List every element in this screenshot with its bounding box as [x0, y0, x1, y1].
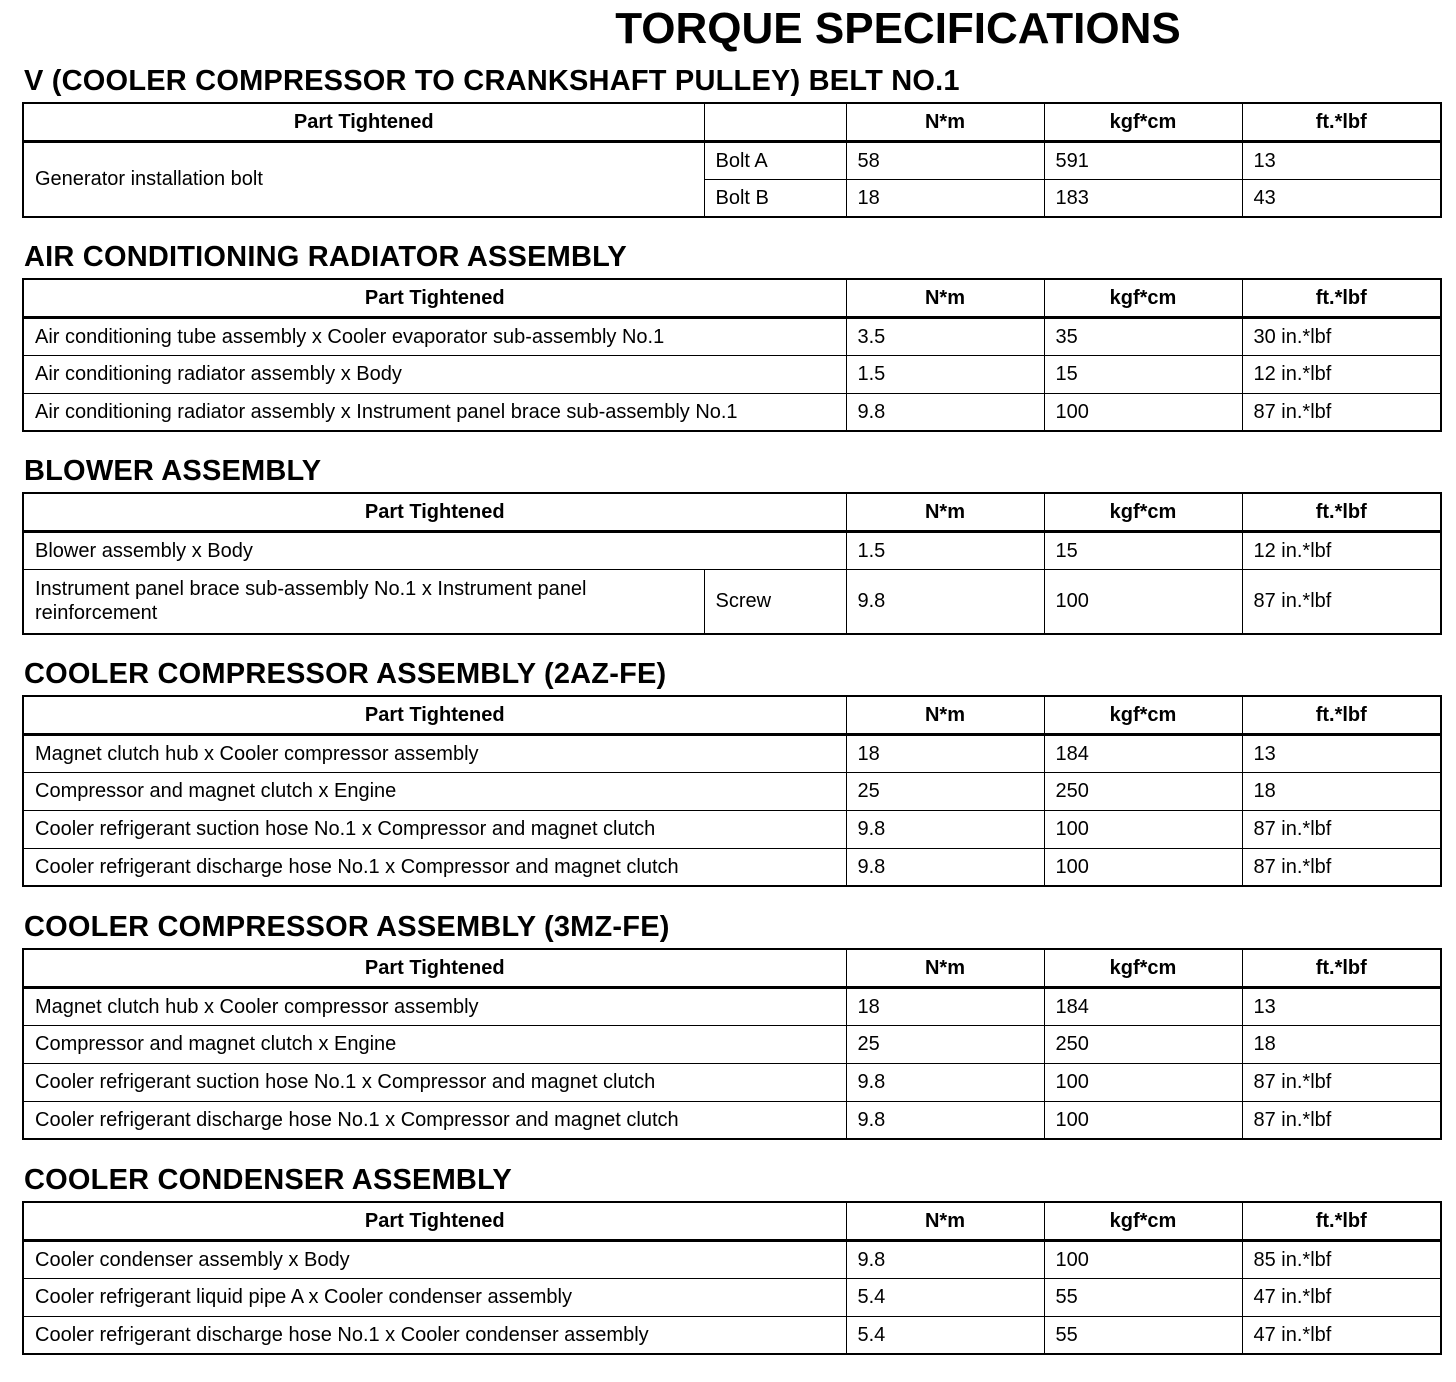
cell-part: Cooler refrigerant suction hose No.1 x Compressor and magnet clutch — [23, 810, 846, 848]
cell-nm: 9.8 — [846, 393, 1044, 431]
cell-kgf: 100 — [1044, 1063, 1242, 1101]
table-row — [23, 1063, 1441, 1101]
table-row — [23, 569, 1441, 634]
cell-ft: 87 in.*lbf — [1242, 810, 1441, 848]
cell-nm: 58 — [846, 141, 1044, 179]
table-row — [23, 355, 1441, 393]
cell-nm: 25 — [846, 1025, 1044, 1063]
header-part: Part Tightened — [23, 493, 846, 531]
cell-kgf: 184 — [1044, 734, 1242, 772]
cell-part: Air conditioning radiator assembly x Body — [23, 355, 846, 393]
table-header-row — [23, 696, 1441, 734]
header-kgf: kgf*cm — [1044, 103, 1242, 141]
cell-ft: 18 — [1242, 1025, 1441, 1063]
header-blank — [704, 103, 846, 141]
table-row — [23, 810, 1441, 848]
cell-part: Cooler refrigerant discharge hose No.1 x Cooler condenser assembly — [23, 1316, 846, 1354]
cell-ft: 12 in.*lbf — [1242, 531, 1441, 569]
table-header-row — [23, 103, 1441, 141]
header-nm: N*m — [846, 696, 1044, 734]
table-row — [23, 141, 1441, 179]
section-title: AIR CONDITIONING RADIATOR ASSEMBLY — [24, 241, 627, 273]
cell-part: Cooler refrigerant discharge hose No.1 x Compressor and magnet clutch — [23, 1101, 846, 1139]
cell-kgf: 591 — [1044, 141, 1242, 179]
cell-ft: 13 — [1242, 734, 1441, 772]
table-row — [23, 1101, 1441, 1139]
cell-kgf: 100 — [1044, 848, 1242, 886]
cell-nm: 9.8 — [846, 810, 1044, 848]
cell-nm: 9.8 — [846, 1063, 1044, 1101]
cell-sub: Bolt B — [704, 179, 846, 217]
section-title: COOLER COMPRESSOR ASSEMBLY (3MZ-FE) — [24, 911, 670, 943]
table-header-row — [23, 1202, 1441, 1240]
table-row — [23, 393, 1441, 431]
cell-part: Instrument panel brace sub-assembly No.1 x Instrument panel reinforcement — [23, 569, 704, 634]
header-part: Part Tightened — [23, 103, 704, 141]
cell-nm: 3.5 — [846, 317, 1044, 355]
header-kgf: kgf*cm — [1044, 493, 1242, 531]
header-nm: N*m — [846, 949, 1044, 987]
cell-part: Generator installation bolt — [23, 141, 704, 217]
cell-part: Cooler refrigerant discharge hose No.1 x Compressor and magnet clutch — [23, 848, 846, 886]
cell-nm: 1.5 — [846, 355, 1044, 393]
table-row — [23, 1025, 1441, 1063]
cell-ft: 47 in.*lbf — [1242, 1278, 1441, 1316]
torque-table — [22, 1201, 1442, 1355]
cell-kgf: 100 — [1044, 1101, 1242, 1139]
cell-nm: 1.5 — [846, 531, 1044, 569]
table-row — [23, 734, 1441, 772]
header-kgf: kgf*cm — [1044, 279, 1242, 317]
table-row — [23, 1316, 1441, 1354]
cell-ft: 30 in.*lbf — [1242, 317, 1441, 355]
cell-nm: 18 — [846, 734, 1044, 772]
cell-kgf: 100 — [1044, 1240, 1242, 1278]
page-title: TORQUE SPECIFICATIONS — [615, 4, 1181, 53]
cell-ft: 85 in.*lbf — [1242, 1240, 1441, 1278]
cell-kgf: 35 — [1044, 317, 1242, 355]
cell-sub: Screw — [704, 569, 846, 634]
cell-kgf: 55 — [1044, 1278, 1242, 1316]
cell-ft: 12 in.*lbf — [1242, 355, 1441, 393]
cell-nm: 18 — [846, 179, 1044, 217]
cell-part: Cooler refrigerant suction hose No.1 x Compressor and magnet clutch — [23, 1063, 846, 1101]
cell-kgf: 250 — [1044, 1025, 1242, 1063]
cell-ft: 43 — [1242, 179, 1441, 217]
table-row — [23, 531, 1441, 569]
cell-ft: 13 — [1242, 141, 1441, 179]
table-header-row — [23, 493, 1441, 531]
table-row — [23, 772, 1441, 810]
cell-kgf: 100 — [1044, 393, 1242, 431]
cell-ft: 87 in.*lbf — [1242, 848, 1441, 886]
cell-part: Cooler condenser assembly x Body — [23, 1240, 846, 1278]
header-part: Part Tightened — [23, 949, 846, 987]
header-nm: N*m — [846, 493, 1044, 531]
header-kgf: kgf*cm — [1044, 696, 1242, 734]
cell-kgf: 184 — [1044, 987, 1242, 1025]
section-title: V (COOLER COMPRESSOR TO CRANKSHAFT PULLEY) BELT NO.1 — [24, 65, 960, 97]
torque-table — [22, 948, 1442, 1140]
section-title: COOLER CONDENSER ASSEMBLY — [24, 1164, 512, 1196]
cell-part: Cooler refrigerant liquid pipe A x Cooler condenser assembly — [23, 1278, 846, 1316]
cell-nm: 9.8 — [846, 1240, 1044, 1278]
cell-kgf: 15 — [1044, 355, 1242, 393]
section-title: COOLER COMPRESSOR ASSEMBLY (2AZ-FE) — [24, 658, 667, 690]
header-part: Part Tightened — [23, 279, 846, 317]
cell-nm: 9.8 — [846, 848, 1044, 886]
cell-sub: Bolt A — [704, 141, 846, 179]
cell-ft: 87 in.*lbf — [1242, 1063, 1441, 1101]
header-ft: ft.*lbf — [1242, 696, 1441, 734]
section-title: BLOWER ASSEMBLY — [24, 455, 322, 487]
cell-ft: 87 in.*lbf — [1242, 1101, 1441, 1139]
header-part: Part Tightened — [23, 1202, 846, 1240]
cell-kgf: 100 — [1044, 569, 1242, 634]
header-ft: ft.*lbf — [1242, 103, 1441, 141]
torque-table — [22, 695, 1442, 887]
header-ft: ft.*lbf — [1242, 1202, 1441, 1240]
cell-nm: 18 — [846, 987, 1044, 1025]
cell-kgf: 250 — [1044, 772, 1242, 810]
cell-kgf: 55 — [1044, 1316, 1242, 1354]
table-header-row — [23, 279, 1441, 317]
header-nm: N*m — [846, 279, 1044, 317]
cell-kgf: 100 — [1044, 810, 1242, 848]
cell-kgf: 15 — [1044, 531, 1242, 569]
header-kgf: kgf*cm — [1044, 949, 1242, 987]
header-nm: N*m — [846, 1202, 1044, 1240]
cell-part: Magnet clutch hub x Cooler compressor assembly — [23, 987, 846, 1025]
cell-part: Magnet clutch hub x Cooler compressor assembly — [23, 734, 846, 772]
table-row — [23, 1240, 1441, 1278]
cell-ft: 13 — [1242, 987, 1441, 1025]
torque-table — [22, 492, 1442, 635]
cell-ft: 18 — [1242, 772, 1441, 810]
cell-ft: 47 in.*lbf — [1242, 1316, 1441, 1354]
header-ft: ft.*lbf — [1242, 949, 1441, 987]
cell-part: Air conditioning radiator assembly x Instrument panel brace sub-assembly No.1 — [23, 393, 846, 431]
table-header-row — [23, 949, 1441, 987]
cell-nm: 9.8 — [846, 569, 1044, 634]
header-ft: ft.*lbf — [1242, 279, 1441, 317]
cell-part: Air conditioning tube assembly x Cooler evaporator sub-assembly No.1 — [23, 317, 846, 355]
table-row — [23, 987, 1441, 1025]
header-ft: ft.*lbf — [1242, 493, 1441, 531]
torque-table — [22, 102, 1442, 218]
table-row — [23, 848, 1441, 886]
cell-nm: 9.8 — [846, 1101, 1044, 1139]
header-kgf: kgf*cm — [1044, 1202, 1242, 1240]
cell-kgf: 183 — [1044, 179, 1242, 217]
table-row — [23, 317, 1441, 355]
header-nm: N*m — [846, 103, 1044, 141]
torque-table — [22, 278, 1442, 432]
cell-part: Compressor and magnet clutch x Engine — [23, 1025, 846, 1063]
cell-nm: 5.4 — [846, 1278, 1044, 1316]
header-part: Part Tightened — [23, 696, 846, 734]
cell-nm: 5.4 — [846, 1316, 1044, 1354]
cell-part: Blower assembly x Body — [23, 531, 846, 569]
cell-ft: 87 in.*lbf — [1242, 569, 1441, 634]
cell-nm: 25 — [846, 772, 1044, 810]
cell-part: Compressor and magnet clutch x Engine — [23, 772, 846, 810]
table-row — [23, 1278, 1441, 1316]
cell-ft: 87 in.*lbf — [1242, 393, 1441, 431]
